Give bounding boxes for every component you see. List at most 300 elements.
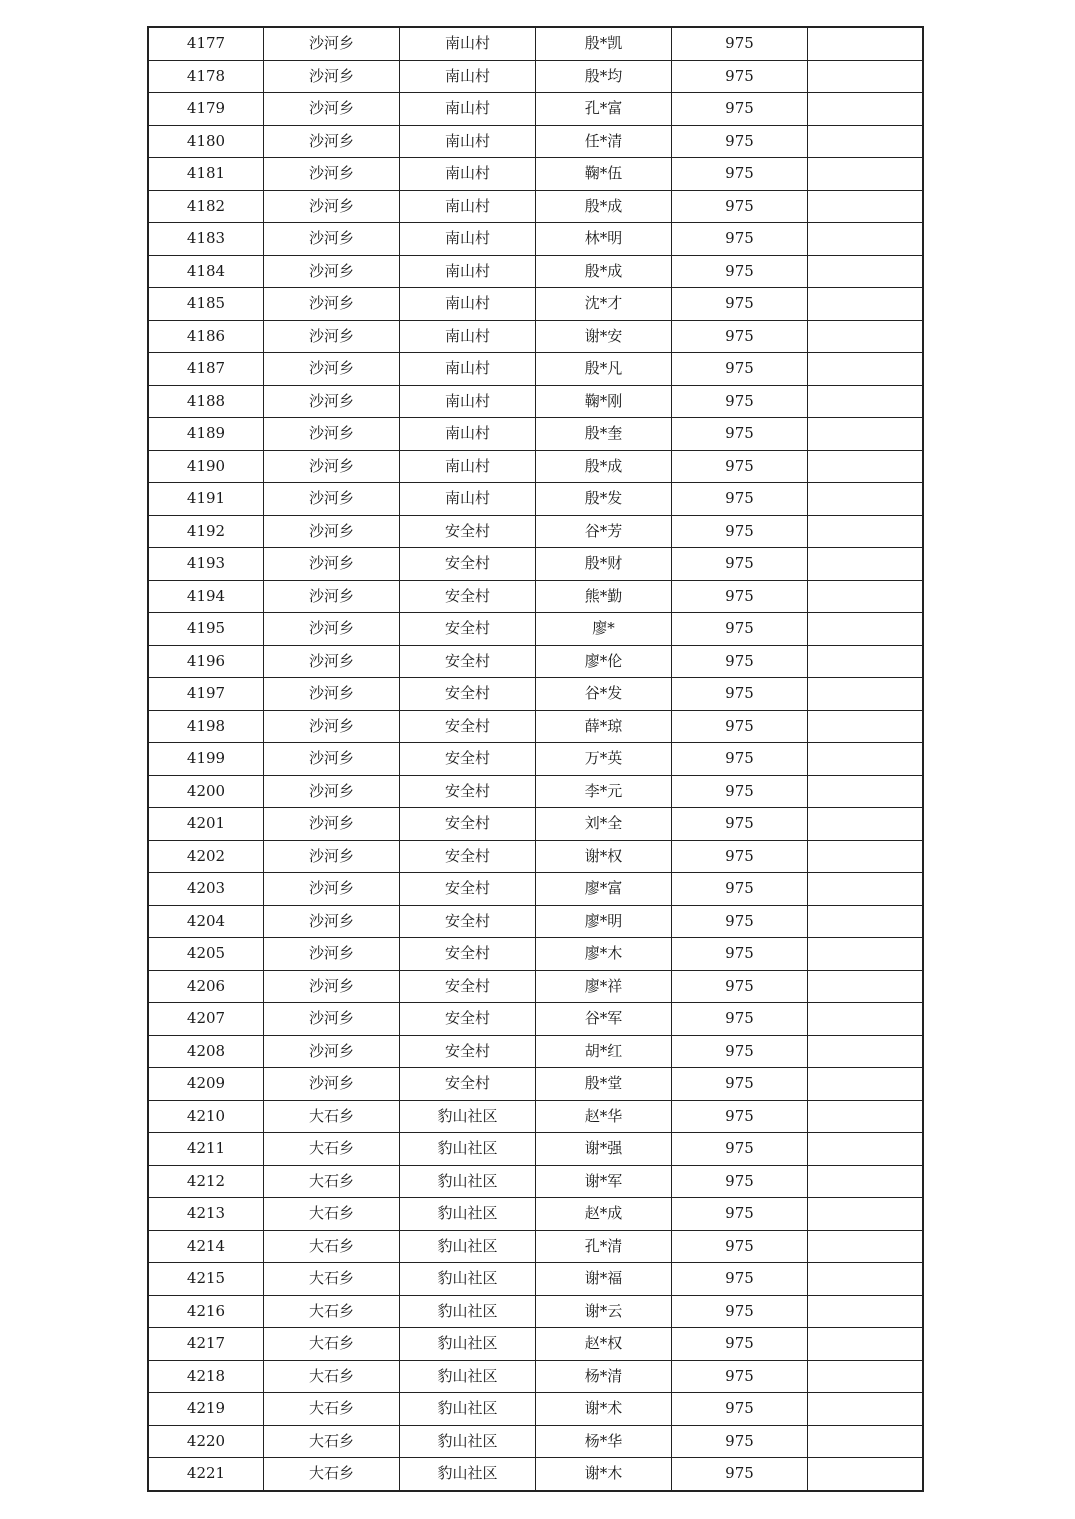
name-cell: 谢*术 [536,1393,672,1426]
township-cell: 沙河乡 [264,385,400,418]
township-cell: 沙河乡 [264,483,400,516]
table-row [148,1425,923,1458]
name-cell: 沈*才 [536,288,672,321]
township-cell: 沙河乡 [264,710,400,743]
township-cell: 沙河乡 [264,1068,400,1101]
row-number-cell: 4209 [148,1068,264,1101]
row-number-cell: 4185 [148,288,264,321]
row-number-cell: 4182 [148,190,264,223]
row-number-cell: 4195 [148,613,264,646]
village-cell: 安全村 [400,1003,536,1036]
table-row [148,743,923,776]
village-cell: 安全村 [400,710,536,743]
amount-cell: 975 [672,905,808,938]
name-cell: 廖*木 [536,938,672,971]
note-cell [808,970,924,1003]
row-number-cell: 4202 [148,840,264,873]
village-cell: 安全村 [400,580,536,613]
village-cell: 安全村 [400,970,536,1003]
village-cell: 安全村 [400,1035,536,1068]
amount-cell: 975 [672,385,808,418]
village-cell: 安全村 [400,873,536,906]
amount-cell: 975 [672,1198,808,1231]
row-number-cell: 4213 [148,1198,264,1231]
amount-cell: 975 [672,158,808,191]
table-row [148,613,923,646]
township-cell: 沙河乡 [264,775,400,808]
township-cell: 大石乡 [264,1425,400,1458]
amount-cell: 975 [672,288,808,321]
row-number-cell: 4198 [148,710,264,743]
table-row [148,710,923,743]
table-row [148,938,923,971]
amount-cell: 975 [672,1393,808,1426]
amount-cell: 975 [672,775,808,808]
note-cell [808,190,924,223]
table-row [148,93,923,126]
name-cell: 殷*发 [536,483,672,516]
village-cell: 安全村 [400,1068,536,1101]
name-cell: 赵*权 [536,1328,672,1361]
township-cell: 沙河乡 [264,1035,400,1068]
name-cell: 谢*福 [536,1263,672,1296]
note-cell [808,255,924,288]
note-cell [808,1198,924,1231]
amount-cell: 975 [672,1100,808,1133]
village-cell: 安全村 [400,743,536,776]
name-cell: 任*清 [536,125,672,158]
note-cell [808,288,924,321]
table-row [148,1328,923,1361]
row-number-cell: 4187 [148,353,264,386]
note-cell [808,938,924,971]
name-cell: 鞠*伍 [536,158,672,191]
name-cell: 殷*财 [536,548,672,581]
amount-cell: 975 [672,483,808,516]
name-cell: 殷*堂 [536,1068,672,1101]
row-number-cell: 4206 [148,970,264,1003]
amount-cell: 975 [672,1068,808,1101]
table-row [148,385,923,418]
row-number-cell: 4184 [148,255,264,288]
township-cell: 沙河乡 [264,60,400,93]
note-cell [808,353,924,386]
table-row [148,418,923,451]
amount-cell: 975 [672,938,808,971]
township-cell: 沙河乡 [264,255,400,288]
village-cell: 豹山社区 [400,1230,536,1263]
amount-cell: 975 [672,1230,808,1263]
village-cell: 豹山社区 [400,1165,536,1198]
row-number-cell: 4212 [148,1165,264,1198]
table-row [148,645,923,678]
name-cell: 薛*琼 [536,710,672,743]
row-number-cell: 4188 [148,385,264,418]
note-cell [808,613,924,646]
table-row [148,970,923,1003]
table-row [148,1198,923,1231]
name-cell: 刘*全 [536,808,672,841]
village-cell: 南山村 [400,353,536,386]
name-cell: 殷*均 [536,60,672,93]
row-number-cell: 4186 [148,320,264,353]
name-cell: 孔*富 [536,93,672,126]
name-cell: 孔*清 [536,1230,672,1263]
village-cell: 南山村 [400,158,536,191]
amount-cell: 975 [672,840,808,873]
village-cell: 南山村 [400,27,536,60]
amount-cell: 975 [672,450,808,483]
note-cell [808,1425,924,1458]
village-cell: 南山村 [400,93,536,126]
table-row [148,548,923,581]
table-row [148,840,923,873]
village-cell: 安全村 [400,905,536,938]
row-number-cell: 4207 [148,1003,264,1036]
table-row [148,1393,923,1426]
row-number-cell: 4200 [148,775,264,808]
note-cell [808,548,924,581]
table-row [148,678,923,711]
village-cell: 安全村 [400,613,536,646]
township-cell: 大石乡 [264,1263,400,1296]
township-cell: 沙河乡 [264,515,400,548]
village-cell: 南山村 [400,190,536,223]
name-cell: 杨*清 [536,1360,672,1393]
township-cell: 大石乡 [264,1165,400,1198]
name-cell: 廖*富 [536,873,672,906]
row-number-cell: 4210 [148,1100,264,1133]
row-number-cell: 4216 [148,1295,264,1328]
township-cell: 大石乡 [264,1230,400,1263]
name-cell: 熊*勤 [536,580,672,613]
note-cell [808,905,924,938]
name-cell: 殷*奎 [536,418,672,451]
township-cell: 沙河乡 [264,223,400,256]
note-cell [808,1360,924,1393]
row-number-cell: 4178 [148,60,264,93]
table-row [148,1035,923,1068]
table-row [148,190,923,223]
name-cell: 谢*安 [536,320,672,353]
note-cell [808,515,924,548]
township-cell: 沙河乡 [264,743,400,776]
name-cell: 谢*军 [536,1165,672,1198]
note-cell [808,450,924,483]
township-cell: 沙河乡 [264,645,400,678]
note-cell [808,808,924,841]
amount-cell: 975 [672,1165,808,1198]
table-row [148,808,923,841]
note-cell [808,1458,924,1491]
table-row [148,450,923,483]
note-cell [808,1230,924,1263]
row-number-cell: 4191 [148,483,264,516]
township-cell: 大石乡 [264,1393,400,1426]
village-cell: 豹山社区 [400,1295,536,1328]
name-cell: 胡*红 [536,1035,672,1068]
name-cell: 谷*军 [536,1003,672,1036]
amount-cell: 975 [672,970,808,1003]
village-cell: 南山村 [400,418,536,451]
township-cell: 大石乡 [264,1198,400,1231]
note-cell [808,27,924,60]
name-cell: 万*英 [536,743,672,776]
township-cell: 沙河乡 [264,808,400,841]
table-row [148,320,923,353]
amount-cell: 975 [672,1263,808,1296]
township-cell: 大石乡 [264,1458,400,1491]
note-cell [808,1328,924,1361]
amount-cell: 975 [672,613,808,646]
table-row [148,1100,923,1133]
note-cell [808,645,924,678]
table-row [148,125,923,158]
note-cell [808,483,924,516]
township-cell: 沙河乡 [264,840,400,873]
row-number-cell: 4217 [148,1328,264,1361]
name-cell: 谢*云 [536,1295,672,1328]
table-row [148,515,923,548]
township-cell: 大石乡 [264,1100,400,1133]
amount-cell: 975 [672,27,808,60]
amount-cell: 975 [672,678,808,711]
name-cell: 殷*凯 [536,27,672,60]
row-number-cell: 4203 [148,873,264,906]
township-cell: 沙河乡 [264,970,400,1003]
amount-cell: 975 [672,353,808,386]
row-number-cell: 4208 [148,1035,264,1068]
amount-cell: 975 [672,125,808,158]
township-cell: 沙河乡 [264,158,400,191]
table-row [148,905,923,938]
row-number-cell: 4180 [148,125,264,158]
amount-cell: 975 [672,418,808,451]
village-cell: 南山村 [400,125,536,158]
amount-cell: 975 [672,60,808,93]
amount-cell: 975 [672,190,808,223]
village-cell: 南山村 [400,320,536,353]
township-cell: 沙河乡 [264,353,400,386]
township-cell: 沙河乡 [264,548,400,581]
table-row [148,483,923,516]
amount-cell: 975 [672,255,808,288]
village-cell: 安全村 [400,548,536,581]
note-cell [808,1100,924,1133]
note-cell [808,1165,924,1198]
name-cell: 殷*成 [536,255,672,288]
table-row [148,1295,923,1328]
village-cell: 南山村 [400,385,536,418]
table-row [148,60,923,93]
amount-cell: 975 [672,645,808,678]
note-cell [808,1393,924,1426]
township-cell: 沙河乡 [264,1003,400,1036]
row-number-cell: 4214 [148,1230,264,1263]
township-cell: 沙河乡 [264,905,400,938]
township-cell: 沙河乡 [264,27,400,60]
amount-cell: 975 [672,1003,808,1036]
name-cell: 廖*祥 [536,970,672,1003]
table-row [148,580,923,613]
row-number-cell: 4218 [148,1360,264,1393]
amount-cell: 975 [672,320,808,353]
amount-cell: 975 [672,93,808,126]
row-number-cell: 4190 [148,450,264,483]
note-cell [808,873,924,906]
table-row [148,1230,923,1263]
amount-cell: 975 [672,710,808,743]
village-cell: 安全村 [400,938,536,971]
row-number-cell: 4177 [148,27,264,60]
name-cell: 谷*芳 [536,515,672,548]
note-cell [808,1263,924,1296]
name-cell: 谢*权 [536,840,672,873]
row-number-cell: 4179 [148,93,264,126]
row-number-cell: 4204 [148,905,264,938]
note-cell [808,1068,924,1101]
amount-cell: 975 [672,1295,808,1328]
roster-table-body [148,27,923,1491]
township-cell: 沙河乡 [264,190,400,223]
row-number-cell: 4194 [148,580,264,613]
row-number-cell: 4201 [148,808,264,841]
note-cell [808,223,924,256]
row-number-cell: 4215 [148,1263,264,1296]
village-cell: 豹山社区 [400,1198,536,1231]
table-row [148,223,923,256]
name-cell: 李*元 [536,775,672,808]
amount-cell: 975 [672,223,808,256]
village-cell: 豹山社区 [400,1100,536,1133]
roster-table [147,26,924,1492]
table-row [148,288,923,321]
row-number-cell: 4197 [148,678,264,711]
township-cell: 沙河乡 [264,873,400,906]
table-row [148,1068,923,1101]
name-cell: 廖* [536,613,672,646]
table-row [148,1360,923,1393]
village-cell: 安全村 [400,840,536,873]
note-cell [808,125,924,158]
name-cell: 杨*华 [536,1425,672,1458]
row-number-cell: 4199 [148,743,264,776]
township-cell: 沙河乡 [264,93,400,126]
table-row [148,27,923,60]
amount-cell: 975 [672,1458,808,1491]
row-number-cell: 4220 [148,1425,264,1458]
township-cell: 沙河乡 [264,320,400,353]
row-number-cell: 4221 [148,1458,264,1491]
name-cell: 廖*明 [536,905,672,938]
name-cell: 赵*成 [536,1198,672,1231]
village-cell: 南山村 [400,450,536,483]
township-cell: 沙河乡 [264,125,400,158]
township-cell: 大石乡 [264,1360,400,1393]
table-row [148,1133,923,1166]
village-cell: 安全村 [400,678,536,711]
row-number-cell: 4181 [148,158,264,191]
township-cell: 沙河乡 [264,418,400,451]
note-cell [808,840,924,873]
note-cell [808,710,924,743]
name-cell: 殷*成 [536,190,672,223]
village-cell: 安全村 [400,645,536,678]
note-cell [808,418,924,451]
row-number-cell: 4189 [148,418,264,451]
village-cell: 南山村 [400,483,536,516]
note-cell [808,93,924,126]
amount-cell: 975 [672,743,808,776]
amount-cell: 975 [672,548,808,581]
name-cell: 廖*伦 [536,645,672,678]
township-cell: 沙河乡 [264,288,400,321]
table-row [148,1263,923,1296]
village-cell: 豹山社区 [400,1393,536,1426]
row-number-cell: 4219 [148,1393,264,1426]
note-cell [808,1133,924,1166]
note-cell [808,580,924,613]
amount-cell: 975 [672,1425,808,1458]
note-cell [808,320,924,353]
name-cell: 鞠*刚 [536,385,672,418]
village-cell: 豹山社区 [400,1360,536,1393]
amount-cell: 975 [672,1328,808,1361]
name-cell: 赵*华 [536,1100,672,1133]
note-cell [808,385,924,418]
township-cell: 沙河乡 [264,580,400,613]
amount-cell: 975 [672,1360,808,1393]
village-cell: 豹山社区 [400,1328,536,1361]
name-cell: 殷*凡 [536,353,672,386]
village-cell: 安全村 [400,775,536,808]
township-cell: 沙河乡 [264,450,400,483]
row-number-cell: 4211 [148,1133,264,1166]
township-cell: 大石乡 [264,1295,400,1328]
amount-cell: 975 [672,1035,808,1068]
table-row [148,158,923,191]
name-cell: 谷*发 [536,678,672,711]
township-cell: 沙河乡 [264,613,400,646]
township-cell: 大石乡 [264,1133,400,1166]
name-cell: 谢*木 [536,1458,672,1491]
table-row [148,255,923,288]
village-cell: 豹山社区 [400,1263,536,1296]
note-cell [808,775,924,808]
amount-cell: 975 [672,515,808,548]
note-cell [808,60,924,93]
table-row [148,1165,923,1198]
note-cell [808,158,924,191]
name-cell: 谢*强 [536,1133,672,1166]
village-cell: 安全村 [400,808,536,841]
amount-cell: 975 [672,1133,808,1166]
village-cell: 豹山社区 [400,1458,536,1491]
village-cell: 南山村 [400,255,536,288]
note-cell [808,1035,924,1068]
table-row [148,775,923,808]
note-cell [808,678,924,711]
name-cell: 林*明 [536,223,672,256]
village-cell: 南山村 [400,60,536,93]
row-number-cell: 4196 [148,645,264,678]
township-cell: 沙河乡 [264,938,400,971]
note-cell [808,1295,924,1328]
village-cell: 豹山社区 [400,1425,536,1458]
table-row [148,873,923,906]
village-cell: 安全村 [400,515,536,548]
row-number-cell: 4192 [148,515,264,548]
